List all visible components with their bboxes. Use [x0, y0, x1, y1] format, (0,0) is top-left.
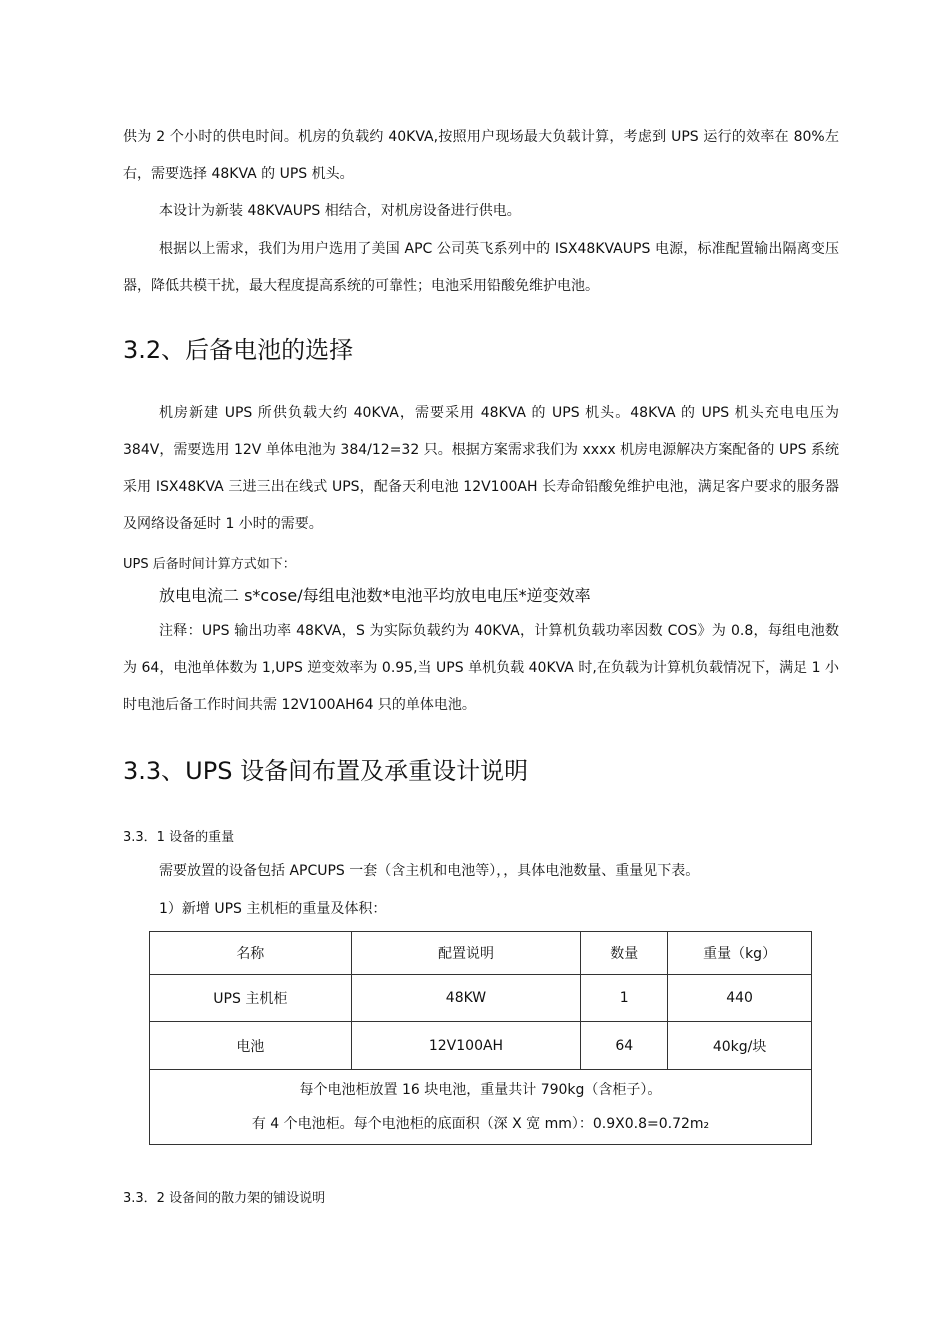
- paragraph-note: 注释：UPS 输出功率 48KVA，S 为实际负载约为 40KVA，计算机负载功率因数 COS》为 0.8，每组电池数为 64，电池单体数为 1,UPS 逆变效率为 0.95,当 UPS 单机负载 40KVA 时,在负载为计算机负载情况下，满足 1 小时电池后备工作时间共需 12V100AH64 只的单体电池。: [123, 623, 839, 713]
- table-header-cell: 重量（kg）: [668, 932, 812, 975]
- table-cell: 64: [581, 1022, 668, 1070]
- table-header-cell: 名称: [150, 932, 352, 975]
- table-cell: 48KW: [351, 975, 581, 1022]
- paragraph-apc-selection: 根据以上需求，我们为用户选用了美国 APC 公司英飞系列中的 ISX48KVAUPS 电源，标准配置输出隔离变压器，降低共模干扰，最大程度提高系统的可靠性；电池采用铅酸免维护电池。: [123, 241, 839, 294]
- table-cell: 440: [668, 975, 812, 1022]
- heading-3-2: 3.2、后备电池的选择: [123, 336, 354, 364]
- table-header-cell: 配置说明: [351, 932, 581, 975]
- table-cell: 1: [581, 975, 668, 1022]
- equipment-weight-table: [149, 931, 812, 1145]
- table-row: [150, 975, 812, 1022]
- table-row: [150, 1022, 812, 1070]
- paragraph-new-install: 本设计为新装 48KVAUPS 相结合，对机房设备进行供电。: [159, 203, 521, 219]
- table-note-line: 每个电池柜放置 16 块电池，重量共计 790kg（含柜子）。: [299, 1082, 662, 1098]
- subheading-3-3-2: 3.3．2 设备间的散力架的铺设说明: [123, 1191, 326, 1206]
- table-cell: UPS 主机柜: [150, 975, 352, 1022]
- table-note-line: 有 4 个电池柜。每个电池柜的底面积（深 X 宽 mm）：0.9X0.8=0.72m₂: [251, 1116, 710, 1132]
- paragraph-table-caption: 1）新增 UPS 主机柜的重量及体积：: [159, 901, 387, 917]
- heading-3-3: 3.3、UPS 设备间布置及承重设计说明: [123, 757, 529, 785]
- paragraph-battery-selection: 机房新建 UPS 所供负载大约 40KVA，需要采用 48KVA 的 UPS 机头。48KVA 的 UPS 机头充电电压为 384V，需要选用 12V 单体电池为 384/12=32 只。根据方案需求我们为 xxxx 机房电源解决方案配备的 UPS 系统采用 ISX48KVA 三进三出在线式 UPS，配备天利电池 12V100AH 长寿命铅酸免维护电池，满足客户要求的服务器及网络设备延时 1 小时的需要。: [123, 405, 839, 532]
- table-cell: 40kg/块: [668, 1022, 812, 1070]
- paragraph-equipment: 需要放置的设备包括 APCUPS 一套（含主机和电池等），，具体电池数量、重量见下表。: [159, 863, 700, 879]
- table-cell: 12V100AH: [351, 1022, 581, 1070]
- table-cell: 电池: [150, 1022, 352, 1070]
- table-note-cell: [150, 1070, 812, 1145]
- paragraph-backup-time: 供为 2 个小时的供电时间。机房的负载约 40KVA,按照用户现场最大负载计算，考虑到 UPS 运行的效率在 80%左右，需要选择 48KVA 的 UPS 机头。: [123, 129, 839, 182]
- calc-method-label: UPS 后备时间计算方式如下：: [123, 557, 296, 572]
- discharge-formula: 放电电流二 s*cose/每组电池数*电池平均放电电压*逆变效率: [159, 586, 591, 605]
- table-note-row: [150, 1070, 812, 1145]
- table-header-row: [150, 932, 812, 975]
- subheading-3-3-1: 3.3．1 设备的重量: [123, 830, 235, 845]
- table-header-cell: 数量: [581, 932, 668, 975]
